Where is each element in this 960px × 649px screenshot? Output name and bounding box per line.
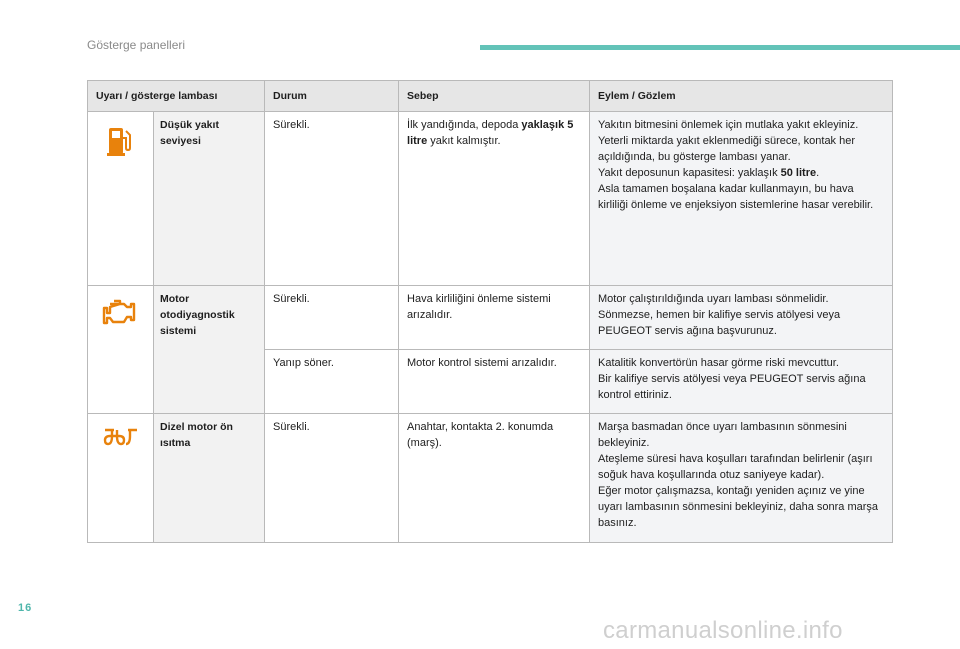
watermark: carmanualsonline.info xyxy=(603,617,843,644)
col-header-status: Durum xyxy=(265,81,399,112)
section-title: Gösterge panelleri xyxy=(87,38,186,52)
action-cell: Yakıtın bitmesini önlemek için mutlaka yakıt ekleyiniz. Yeterli miktarda yakıt eklenmediği sürece, kontak her açıldığında, bu gösterge lambası yanar. Yakıt deposunun kapasitesi: yaklaşık 50 litre. Asla tamamen boşalana kadar kullanmayın, bu hava kirliliği önleme ve enjeksiyon sistemlerine hasar verebilir. xyxy=(590,112,893,286)
status-cell: Sürekli. xyxy=(265,414,399,543)
col-header-action: Eylem / Gözlem xyxy=(590,81,893,112)
cause-cell: Anahtar, kontakta 2. konumda (marş). xyxy=(399,414,590,543)
action-cell: Katalitik konvertörün hasar görme riski mevcuttur. Bir kalifiye servis atölyesi veya PEUGEOT servis ağına kontrol ettiriniz. xyxy=(590,350,893,414)
cause-cell: İlk yandığında, depoda yaklaşık 5 litre yakıt kalmıştır. xyxy=(399,112,590,286)
warning-lamps-table xyxy=(87,80,893,543)
lamp-icon-cell xyxy=(88,286,154,414)
col-header-cause: Sebep xyxy=(399,81,590,112)
action-cell: Motor çalıştırıldığında uyarı lambası sönmelidir. Sönmezse, hemen bir kalifiye servis atölyesi veya PEUGEOT servis ağına başvurunuz. xyxy=(590,286,893,350)
lamp-name: Dizel motor ön ısıtma xyxy=(154,414,265,543)
status-cell: Yanıp söner. xyxy=(265,350,399,414)
col-header-lamp: Uyarı / gösterge lambası xyxy=(88,81,265,112)
cause-cell: Motor kontrol sistemi arızalıdır. xyxy=(399,350,590,414)
status-cell: Sürekli. xyxy=(265,286,399,350)
lamp-icon-cell xyxy=(88,112,154,286)
page-number: 16 xyxy=(18,602,33,614)
table-row xyxy=(88,286,893,350)
cause-cell: Hava kirliliğini önleme sistemi arızalıdır. xyxy=(399,286,590,350)
glow-plug-icon xyxy=(96,426,145,448)
table-header-row xyxy=(88,81,893,112)
action-cell: Marşa basmadan önce uyarı lambasının sönmesini bekleyiniz. Ateşleme süresi hava koşulları tarafından belirlenir (aşırı soğuk hava koşullarında otuz saniyeye kadar). Eğer motor çalışmazsa, kontağı yeniden açınız ve yine uyarı lambasının sönmesini bekleyiniz, daha sonra marşa basınız. xyxy=(590,414,893,543)
header-accent-bar xyxy=(480,45,960,50)
lamp-name: Düşük yakıt seviyesi xyxy=(154,112,265,286)
fuel-pump-icon xyxy=(96,124,145,158)
engine-icon xyxy=(96,298,145,326)
status-cell: Sürekli. xyxy=(265,112,399,286)
lamp-icon-cell xyxy=(88,414,154,543)
lamp-name: Motor otodiyagnostik sistemi xyxy=(154,286,265,414)
table-row xyxy=(88,414,893,543)
table-row xyxy=(88,112,893,286)
